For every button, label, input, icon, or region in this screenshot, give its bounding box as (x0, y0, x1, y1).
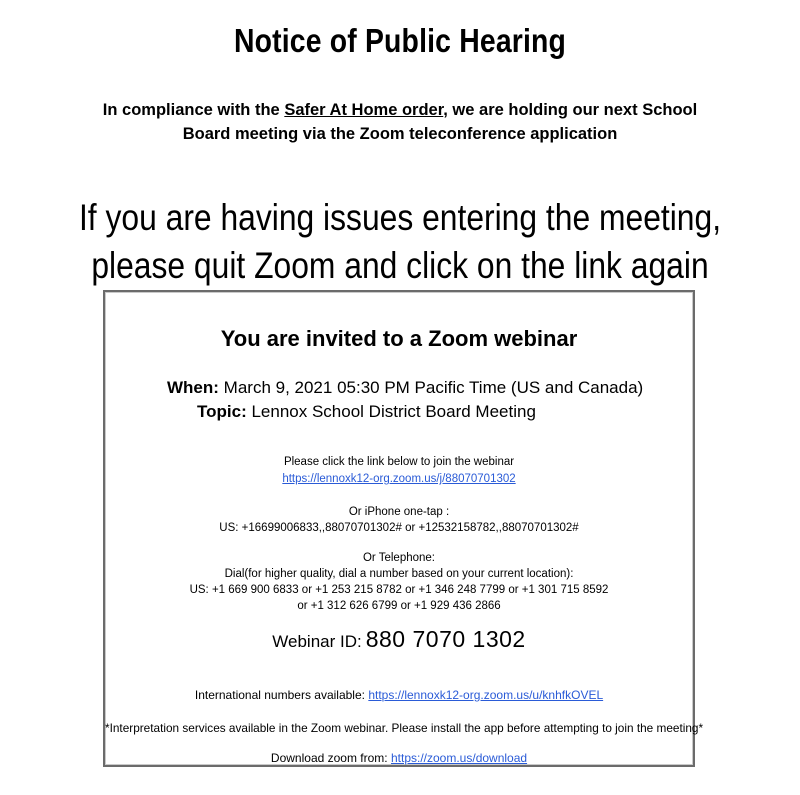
dial-numbers-line-1: US: +1 669 900 6833 or +1 253 215 8782 or +1 346 248 7799 or +1 301 715 8592 (189, 584, 609, 596)
dial-numbers-line-2: or +1 312 626 6799 or +1 929 436 2866 (297, 600, 501, 612)
topic-row (197, 402, 536, 422)
webinar-id-value: 880 7070 1302 (365, 626, 526, 652)
issue-notice (56, 194, 744, 290)
international-numbers-link[interactable]: https://lennoxk12-org.zoom.us/u/knhfkOVEL (368, 688, 604, 702)
download-label: Download zoom from: (270, 751, 388, 765)
issue-line-2: please quit Zoom and click on the link again (91, 245, 709, 286)
webinar-id-row (105, 626, 693, 653)
international-row (105, 688, 693, 702)
download-row (105, 751, 693, 765)
when-value: March 9, 2021 05:30 PM Pacific Time (US and Canada) (223, 378, 644, 397)
dial-instruction: Dial(for higher quality, dial a number based on your current location): (224, 568, 574, 580)
international-label: International numbers available: (194, 688, 365, 702)
iphone-label: Or iPhone one-tap : (348, 506, 450, 518)
download-zoom-link[interactable]: https://zoom.us/download (390, 751, 528, 765)
intro-text (100, 98, 700, 146)
interpretation-notice: *Interpretation services available in the Zoom webinar. Please install the app before attempting to join the meeting* (105, 721, 704, 735)
issue-line-1: If you are having issues entering the meeting, (78, 197, 722, 238)
intro-text-before: In compliance with the (102, 101, 285, 119)
page-title: Notice of Public Hearing (233, 22, 567, 59)
when-row (167, 378, 643, 398)
join-webinar-link[interactable]: https://lennoxk12-org.zoom.us/j/88070701302 (282, 473, 516, 485)
zoom-invite-card (103, 290, 704, 767)
topic-label: Topic: (197, 402, 247, 421)
telephone-label: Or Telephone: (362, 552, 436, 564)
iphone-numbers: US: +16699006833,,88070701302# or +12532158782,,88070701302# (219, 522, 579, 534)
webinar-id-label: Webinar ID: (272, 632, 362, 651)
intro-text-after: , we are holding our next School Board meeting via the Zoom teleconference application (182, 101, 698, 143)
when-label: When: (167, 378, 219, 397)
topic-value: Lennox School District Board Meeting (251, 402, 536, 421)
safer-at-home-link[interactable]: Safer At Home order (284, 101, 444, 119)
invite-title: You are invited to a Zoom webinar (220, 326, 578, 351)
join-instruction: Please click the link below to join the webinar (283, 456, 515, 468)
